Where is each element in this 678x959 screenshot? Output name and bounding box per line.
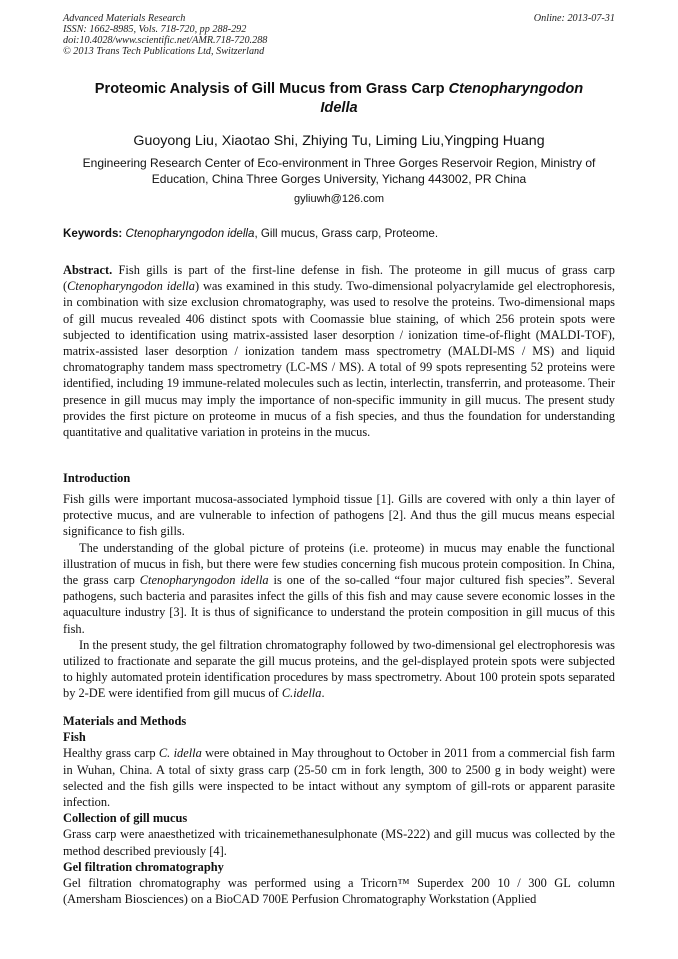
abstract-text-1: Fish gills is part of the first-line defense in fish. The proteome in gill mucus of grass carp ( [63,263,615,294]
introduction-heading: Introduction [63,471,131,485]
gel-heading: Gel filtration chromatography [63,859,224,874]
intro-p3-text-a: In the present study, the gel filtration chromatography followed by two-dimensional gel electrophoresis was utilized to fractionate and separate the gill mucus proteins, and the gel-displayed protein spots were subjected to highly automated protein identification procedures by mass spectrometry. About 100 protein spots separated by 2-DE were identified from gill mucus of [63,637,615,701]
title-species-1: Ctenopharyngodon [448,81,584,97]
intro-paragraph-2 [63,540,615,637]
keywords [63,226,615,241]
fish-species: C. idella [158,746,202,761]
keywords-label: Keywords: [63,227,123,240]
abstract [63,262,615,440]
journal-name: Advanced Materials Research [63,13,186,24]
running-header [63,13,615,57]
intro-p2-species: Ctenopharyngodon idella [139,573,269,588]
keywords-species: Ctenopharyngodon idella [125,227,255,240]
methods-heading: Materials and Methods [63,714,187,728]
intro-p3-species: C.idella [281,686,322,701]
abstract-label: Abstract. [63,263,113,277]
gel-paragraph: Gel filtration chromatography was performed using a Tricorn™ Superdex 200 10 / 300 GL column (Amersham Biosciences) on a BioCAD 700E Perfusion Chromatography Workstation (Applied [63,876,615,907]
online-date: Online: 2013-07-31 [533,13,615,24]
intro-p3-text-b: . [321,686,325,701]
introduction-body [63,491,615,702]
collection-paragraph: Grass carp were anaesthetized with tricainemethanesulphonate (MS-222) and gill mucus was collected by the method described previously [4]. [63,827,615,858]
fish-heading: Fish [63,730,86,745]
abstract-text-2: ) was examined in this study. Two-dimensional polyacrylamide gel electrophoresis, in combination with size exclusion chromatography, was used to resolve the proteins. Two-dimensional maps of gill mucus revealed 406 distinct spots with Coomassie blue staining, of which 256 protein spots were subjected to identification using matrix-assisted laser desorption / ionization time-of-flight (MALDI-TOF), matrix-assisted laser desorption / ionization tandem mass spectrometry (MALDI-MS / MS) and liquid chromatography tandem mass spectrometry (LC-MS / MS). A total of 99 spots representing 52 proteins were identified, including 19 immune-related molecules such as lectin, interlectin, transferrin, and proteasome. Their presence in gill mucus may imply the importance of non-specific immunity in gill mucus. The present study provides the first picture on proteome in mucus of a fish species, and thus the foundation for understanding quantitative and qualitative variation in proteins in the mucus. [63,279,616,440]
issn-line: ISSN: 1662-8985, Vols. 718-720, pp 288-292 [63,24,247,35]
keywords-rest: , Gill mucus, Grass carp, Proteome. [254,227,439,240]
intro-p2-text-b: is one of the so-called “four major cultured fish species”. Several pathogens, such bacteria and parasites infect the gills of this fish and may cause severe economic losses in the aquaculture industry [3]. It is thus of significance to understand the protein composition in gill mucus of this fish. [63,573,616,636]
intro-paragraph-3 [63,637,615,702]
author-list: Guoyong Liu, Xiaotao Shi, Zhiying Tu, Liming Liu,Yingping Huang [133,133,545,149]
paper-title [63,80,615,118]
methods-section [63,713,615,907]
abstract-species: Ctenopharyngodon idella [67,279,195,294]
intro-paragraph-1: Fish gills were important mucosa-associated lymphoid tissue [1]. Gills are covered with only a thin layer of protective mucus, and are vulnerable to infection of pathogens [2]. And thus the gill mucus means especial significance to fish gills. [63,492,615,539]
affiliation: Engineering Research Center of Eco-environment in Three Gorges Reservoir Region, Ministry of Education, China Three Gorges University, Yichang 443002, PR China [82,156,596,186]
fish-paragraph [63,745,615,810]
collection-heading: Collection of gill mucus [63,811,188,826]
title-main: Proteomic Analysis of Gill Mucus from Grass Carp [94,81,449,97]
fish-text-b: were obtained in May throughout to October in 2011 from a commercial fish farm in Wuhan, China. A total of sixty grass carp (25-50 cm in fork length, 300 to 2500 g in body weight) were selected and the fish gills were inspected to be intact without any symptom of gill-rots or apparent parasite infection. [63,746,615,810]
copyright-line: © 2013 Trans Tech Publications Ltd, Switzerland [63,46,265,57]
title-species-2: Idella [320,100,358,116]
doi-line: doi:10.4028/www.scientific.net/AMR.718-720.288 [63,35,268,46]
intro-p2-text-a: The understanding of the global picture of proteins (i.e. proteome) in mucus may enable the functional illustration of mucus in fish, but there were few studies concerning fish mucous protein composition. In China, the grass carp [63,540,615,588]
fish-text-a: Healthy grass carp [63,746,159,761]
author-email: gyliuwh@126.com [293,193,385,205]
